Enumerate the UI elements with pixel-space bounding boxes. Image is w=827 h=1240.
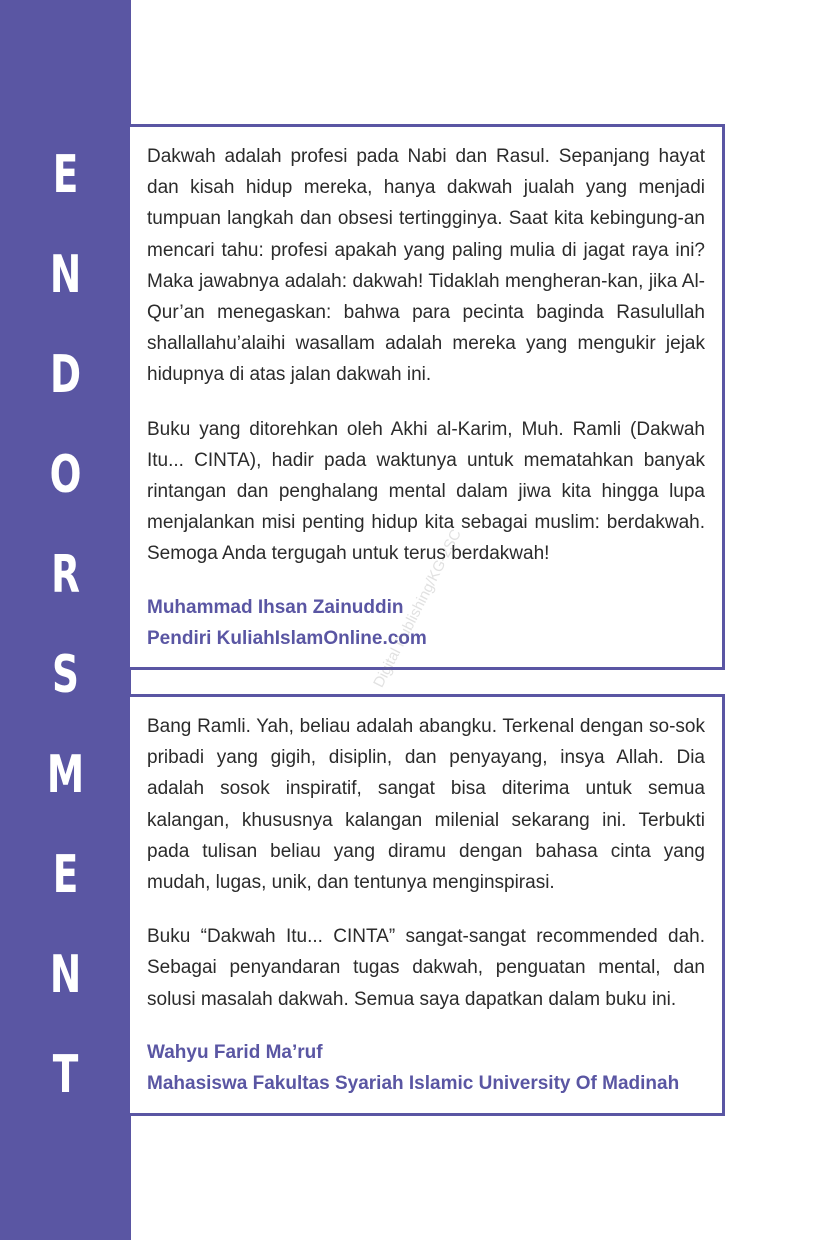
endorsement-paragraph: Bang Ramli. Yah, beliau adalah abangku. Terkenal dengan so-sok pribadi yang gigih, disiplin, dan penyayang, insya Allah. Dia adalah sosok inspiratif, sangat bisa diterima untuk semua kalangan, khususnya kalangan milenial sekarang ini. Terbukti pada tulisan beliau yang diramu dengan bahasa cinta yang mudah, lugas, unik, dan tentunya menginspirasi. [147, 716, 705, 894]
watermark: Digital Publishing/KG-2SC [370, 526, 465, 691]
author-name: Muhammad Ihsan Zainuddin [147, 596, 404, 618]
sidebar-letter: R [51, 545, 80, 605]
sidebar-letter: E [52, 145, 79, 205]
endorsement-paragraph: Dakwah adalah profesi pada Nabi dan Rasul. Sepanjang hayat dan kisah hidup mereka, hanya dakwah jualah yang menjadi tumpuan langkah dan obsesi tertingginya. Saat kita kebingung-an mencari tahu: profesi apakah yang paling mulia di jagat raya ini? Maka jawabnya adalah: dakwah! Tidaklah mengheran-kan, jika Al-Qur’an menegaskan: bahwa para pecinta baginda Rasulullah shallallahu’alaihi wasallam adalah mereka yang mengukir jejak hidupnya di atas jalan dakwah ini. [147, 146, 705, 386]
author-block [147, 1037, 705, 1099]
sidebar-band [0, 0, 131, 1240]
author-title: Mahasiswa Fakultas Syariah Islamic University Of Madinah [147, 1072, 680, 1094]
sidebar-letter: M [46, 745, 85, 805]
sidebar-letter: T [52, 1045, 79, 1105]
sidebar-letter: D [49, 345, 82, 405]
author-title: Pendiri KuliahIslamOnline.com [147, 627, 427, 649]
author-block [147, 592, 705, 654]
endorsement-paragraph: Buku yang ditorehkan oleh Akhi al-Karim, Muh. Ramli (Dakwah Itu... CINTA), hadir pada waktunya untuk mematahkan banyak rintangan dan penghalang mental dalam jiwa kita hingga lupa menjalankan misi penting hidup kita sebagai muslim: berdakwah. Semoga Anda tergugah untuk terus berdakwah! [147, 418, 705, 565]
endorsement-card-2 [127, 694, 725, 1116]
sidebar-letter: S [52, 645, 79, 705]
author-name: Wahyu Farid Ma’ruf [147, 1041, 323, 1063]
sidebar-letter: N [49, 945, 82, 1005]
sidebar-letter: E [52, 845, 79, 905]
endorsement-card-1 [127, 124, 725, 670]
sidebar-letter: N [49, 245, 82, 305]
sidebar-letter: O [49, 445, 82, 505]
endorsement-paragraph: Buku “Dakwah Itu... CINTA” sangat-sangat recommended dah. Sebagai penyandaran tugas dakwah, penguatan mental, dan solusi masalah dakwah. Semua saya dapatkan dalam buku ini. [147, 926, 705, 1010]
